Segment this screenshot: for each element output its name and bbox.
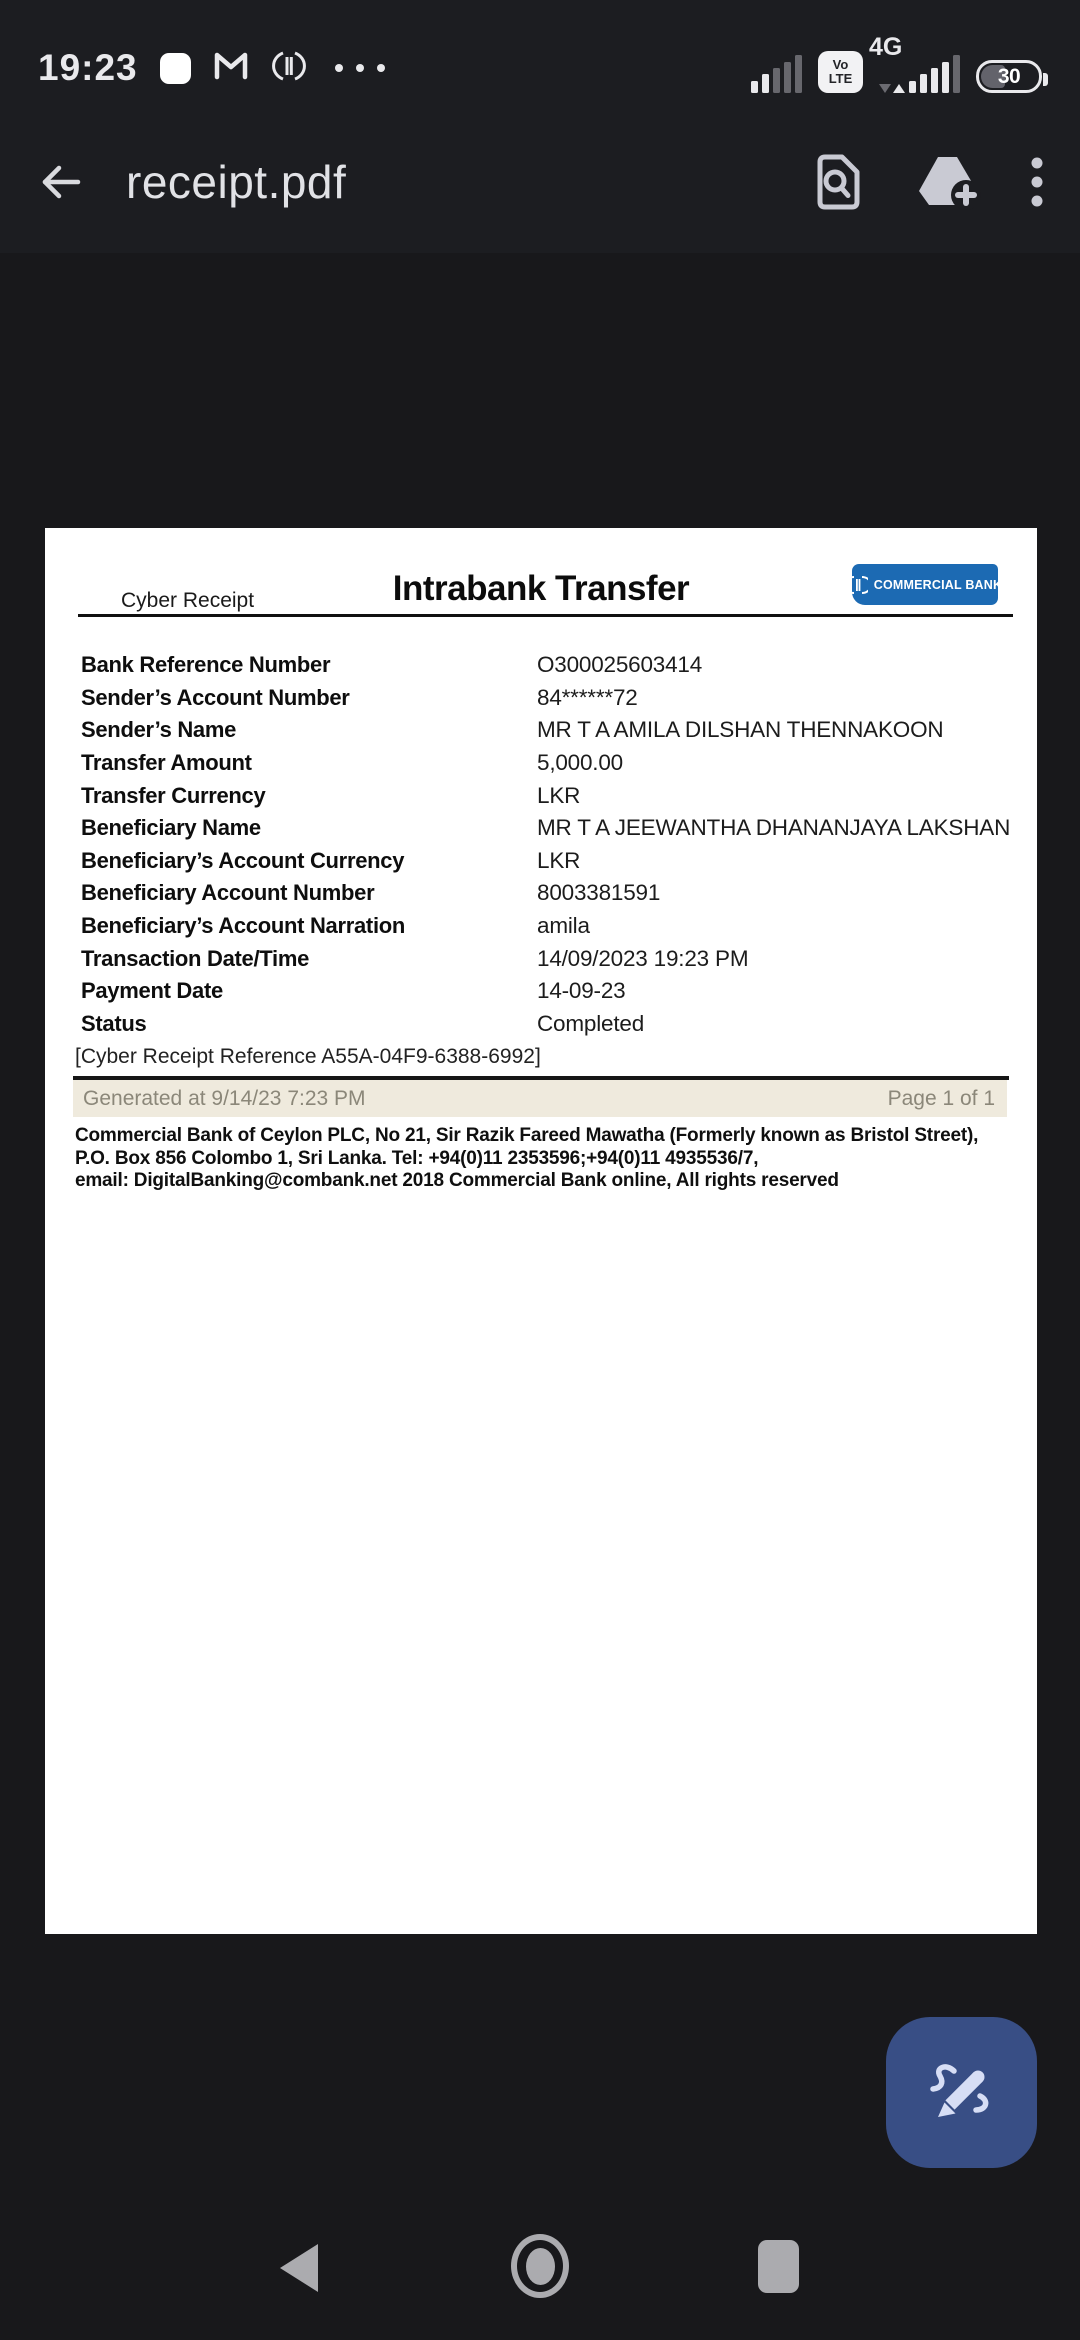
- battery-nub: [1043, 73, 1048, 86]
- field-label: Beneficiary’s Account Narration: [81, 913, 406, 939]
- field-label: Sender’s Account Number: [81, 684, 350, 710]
- add-to-drive-icon: [916, 153, 982, 211]
- commercial-bank-logo: [852, 564, 1003, 605]
- footer-line-2: P.O. Box 856 Colombo 1, Sri Lanka. Tel: +94(0)11 2353596;+94(0)11 4935536/7,: [75, 1147, 759, 1169]
- status-time: 19:23: [38, 47, 138, 88]
- back-arrow-icon: [36, 159, 84, 205]
- nav-home-core: [526, 2248, 555, 2285]
- field-value: Completed: [537, 1010, 645, 1036]
- field-row-sender-account: [81, 682, 1011, 715]
- add-to-drive-button[interactable]: [916, 153, 982, 211]
- document-title: receipt.pdf: [126, 155, 347, 208]
- volte-line1: Vo: [832, 57, 849, 72]
- commercial-bank-notification-icon: [271, 49, 307, 88]
- pdf-viewer-canvas[interactable]: [0, 253, 1080, 2233]
- find-in-document-button[interactable]: [814, 154, 862, 210]
- nav-recents-button[interactable]: [758, 2240, 799, 2293]
- field-row-beneficiary-currency: [81, 845, 1011, 878]
- overflow-menu-button[interactable]: [1030, 156, 1044, 208]
- footer-line-3: email: DigitalBanking@combank.net 2018 Commercial Bank online, All rights reserved: [75, 1170, 839, 1191]
- field-value: MR T A AMILA DILSHAN THENNAKOON: [537, 717, 944, 743]
- receipt-title: Intrabank Transfer: [392, 569, 690, 608]
- navigation-bar: [0, 2220, 1080, 2340]
- field-label: Sender’s Name: [81, 717, 237, 743]
- field-label: Status: [81, 1010, 147, 1036]
- volte-badge: [818, 51, 863, 93]
- field-value: 5,000.00: [537, 750, 623, 776]
- field-value: 84******72: [537, 684, 638, 710]
- data-activity-arrows-icon: [879, 84, 905, 93]
- generated-at-text: Generated at 9/14/23 7:23 PM: [83, 1086, 366, 1110]
- field-value: LKR: [537, 847, 581, 873]
- field-label: Beneficiary Account Number: [81, 880, 375, 906]
- field-row-beneficiary-name: [81, 812, 1011, 845]
- status-right-cluster: [751, 33, 1042, 95]
- nav-home-button[interactable]: [511, 2234, 569, 2298]
- field-value: 8003381591: [537, 880, 661, 906]
- sign-annotate-pen-icon: [927, 2058, 997, 2128]
- field-label: Bank Reference Number: [81, 652, 331, 678]
- field-label: Transaction Date/Time: [81, 945, 310, 971]
- field-label: Beneficiary Name: [81, 815, 261, 841]
- more-notifications-dots-icon: [335, 64, 385, 72]
- back-button[interactable]: [36, 159, 84, 205]
- 4g-signal-icon: [869, 33, 960, 93]
- nav-back-button[interactable]: [280, 2244, 318, 2292]
- doc-type-label: Cyber Receipt: [121, 589, 255, 612]
- signal-bars-2-icon: [909, 55, 960, 93]
- field-value: 14/09/2023 19:23 PM: [537, 945, 749, 971]
- network-type-label: 4G: [869, 33, 903, 61]
- field-row-sender-name: [81, 714, 1011, 747]
- bank-logo-text: COMMERCIAL BANK: [873, 577, 1003, 592]
- field-row-payment-date: [81, 975, 1011, 1008]
- gmail-icon: [213, 51, 249, 86]
- status-left-cluster: [38, 47, 385, 89]
- footer-line-1: Commercial Bank of Ceylon PLC, No 21, Sir Razik Fareed Mawatha (Formerly known as Bristol Street),: [75, 1125, 979, 1146]
- field-row-beneficiary-narration: [81, 910, 1011, 943]
- field-row-transfer-currency: [81, 779, 1011, 812]
- field-label: Beneficiary’s Account Currency: [81, 847, 405, 873]
- generated-bar: [73, 1080, 1007, 1117]
- find-in-document-icon: [814, 154, 862, 210]
- field-value: 14-09-23: [537, 978, 626, 1004]
- notification-squircle-icon: [160, 53, 191, 84]
- field-row-transfer-amount: [81, 747, 1011, 780]
- overflow-menu-icon: [1030, 156, 1044, 208]
- commercial-bank-logo-mark-icon: [848, 575, 868, 595]
- field-label: Payment Date: [81, 978, 223, 1004]
- signal-bars-icon: [751, 55, 802, 93]
- bank-footer-text: [75, 1125, 978, 1193]
- field-value: LKR: [537, 782, 581, 808]
- field-row-transaction-datetime: [81, 942, 1011, 975]
- receipt-reference: [Cyber Receipt Reference A55A-04F9-6388-6992]: [75, 1045, 541, 1068]
- pdf-page: [45, 528, 1037, 1934]
- app-bar: [0, 110, 1080, 253]
- field-value: amila: [537, 913, 590, 939]
- header-divider: [78, 614, 1013, 617]
- field-row-beneficiary-account: [81, 877, 1011, 910]
- field-value: MR T A JEEWANTHA DHANANJAYA LAKSHAN: [537, 815, 1011, 841]
- field-row-bank-reference: [81, 649, 1011, 682]
- receipt-fields: [81, 649, 1011, 1040]
- volte-line2: LTE: [828, 71, 853, 86]
- field-label: Transfer Currency: [81, 782, 266, 808]
- battery-percent: 30: [997, 64, 1021, 88]
- top-bars: [0, 0, 1080, 253]
- battery-indicator: [976, 60, 1042, 93]
- sign-annotate-fab[interactable]: [886, 2017, 1037, 2168]
- field-row-status: [81, 1008, 1011, 1041]
- page-indicator: Page 1 of 1: [887, 1086, 995, 1110]
- status-bar: [0, 0, 1080, 110]
- field-label: Transfer Amount: [81, 750, 252, 776]
- field-value: O300025603414: [537, 652, 703, 678]
